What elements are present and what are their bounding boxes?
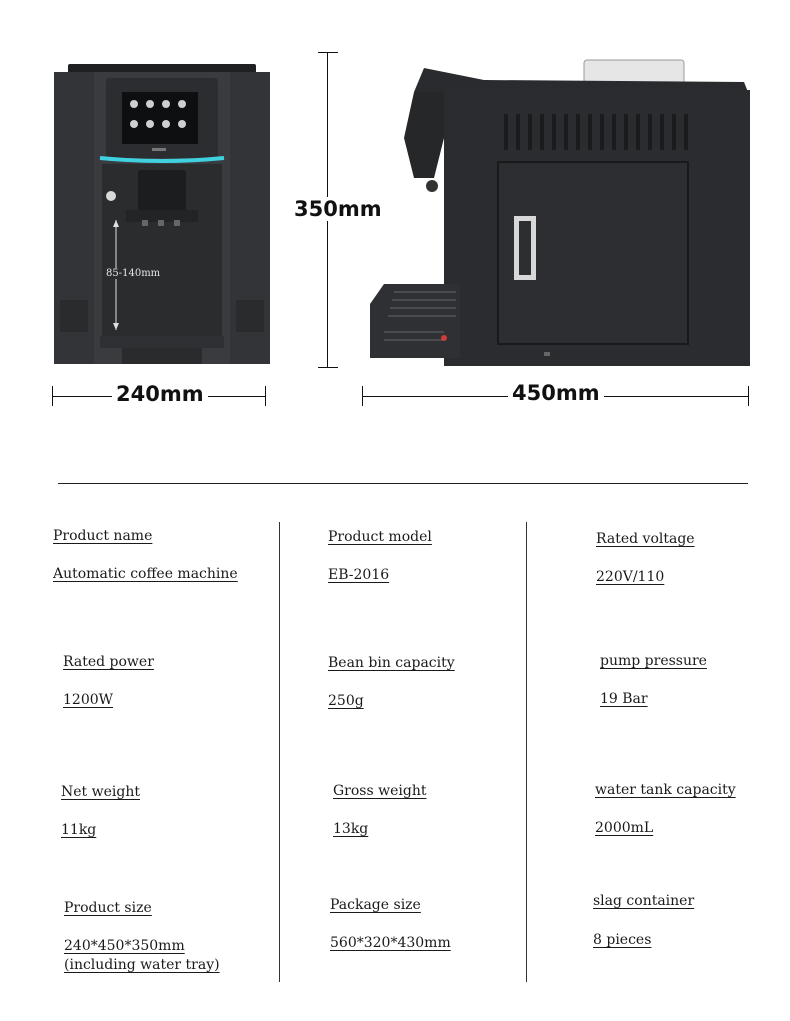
width-dim-tick-right [265, 386, 266, 406]
spec-label-rated-voltage: Rated voltage [596, 531, 695, 547]
side-view-machine [344, 58, 764, 368]
spec-value-net-weight: 11kg [61, 822, 97, 838]
spec-value-product-size-line2: (including water tray) [64, 957, 220, 973]
spec-value-water-tank-capacity: 2000mL [595, 820, 654, 836]
spec-value-rated-power: 1200W [63, 692, 114, 708]
spec-label-rated-power: Rated power [63, 654, 154, 670]
spec-value-product-name: Automatic coffee machine [53, 566, 238, 582]
spec-value-product-model: EB-2016 [328, 567, 390, 583]
spec-value-product-size-line1: 240*450*350mm [64, 938, 185, 954]
height-dim-tick-top [318, 52, 338, 53]
spec-label-pump-pressure: pump pressure [600, 653, 707, 669]
spec-label-bean-bin-capacity: Bean bin capacity [328, 655, 455, 671]
height-dim-tick-bottom [318, 367, 338, 368]
spec-value-gross-weight: 13kg [333, 821, 369, 837]
spec-value-pump-pressure: 19 Bar [600, 691, 648, 707]
spec-label-slag-container: slag container [593, 893, 695, 909]
front-view-machine [52, 60, 272, 366]
column-separator-1 [279, 522, 280, 982]
spec-value-rated-voltage: 220V/110 [596, 569, 665, 585]
width-dim-label: 240mm [112, 382, 208, 406]
spec-label-product-size: Product size [64, 900, 152, 916]
spout-height-label: 85-140mm [106, 268, 161, 279]
section-divider [58, 483, 748, 484]
spec-label-product-model: Product model [328, 529, 432, 545]
spec-label-water-tank-capacity: water tank capacity [595, 782, 736, 798]
spec-value-product-size [64, 937, 220, 975]
spec-label-package-size: Package size [330, 897, 421, 913]
spec-value-package-size: 560*320*430mm [330, 935, 451, 951]
spec-label-gross-weight: Gross weight [333, 783, 427, 799]
spec-label-net-weight: Net weight [61, 784, 140, 800]
spec-value-bean-bin-capacity: 250g [328, 693, 364, 709]
height-dim-label: 350mm [290, 197, 386, 221]
column-separator-2 [526, 522, 527, 982]
depth-dim-label: 450mm [508, 381, 604, 405]
depth-dim-tick-right [748, 386, 749, 406]
spec-label-product-name: Product name [53, 528, 153, 544]
spec-value-slag-container: 8 pieces [593, 932, 652, 948]
